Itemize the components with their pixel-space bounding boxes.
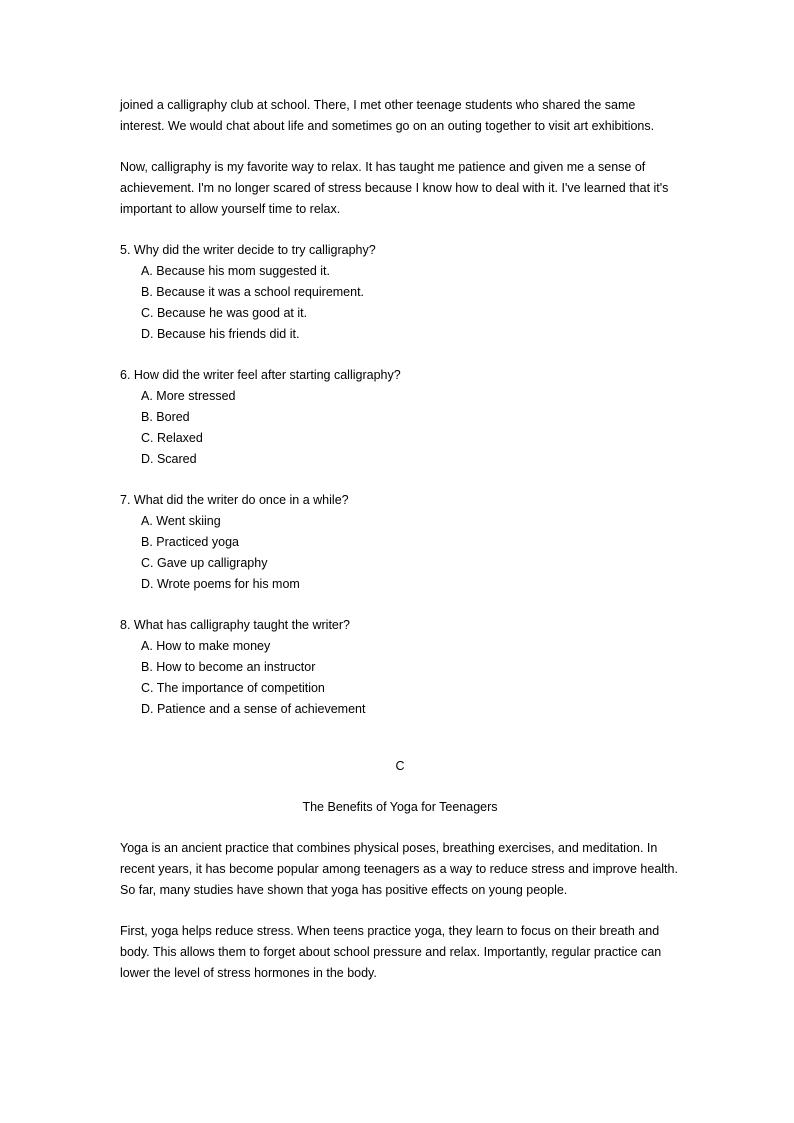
question-stem: 6. How did the writer feel after starting calligraphy? bbox=[120, 368, 401, 382]
question-stem: 7. What did the writer do once in a while? bbox=[120, 493, 349, 507]
section-letter: C bbox=[395, 759, 405, 773]
document-page bbox=[120, 95, 680, 1004]
question-stem: 8. What has calligraphy taught the writer? bbox=[120, 618, 350, 632]
section-paragraph-2: First, yoga helps reduce stress. When teens practice yoga, they learn to focus on their breath and body. This allows them to forget about school pressure and relax. Importantly, regular practice can lower the level of stress hormones in the body. bbox=[120, 924, 662, 980]
option-a: A. Went skiing bbox=[141, 514, 221, 528]
option-a: A. How to make money bbox=[141, 639, 271, 653]
option-d: D. Wrote poems for his mom bbox=[141, 577, 300, 591]
option-b: B. Practiced yoga bbox=[141, 535, 239, 549]
question-stem: 5. Why did the writer decide to try calligraphy? bbox=[120, 243, 376, 257]
option-a: A. Because his mom suggested it. bbox=[141, 264, 330, 278]
question-8 bbox=[120, 615, 680, 720]
option-d: D. Scared bbox=[141, 452, 197, 466]
option-d: D. Patience and a sense of achievement bbox=[141, 702, 366, 716]
section-title: The Benefits of Yoga for Teenagers bbox=[302, 800, 498, 814]
option-c: C. The importance of competition bbox=[141, 681, 325, 695]
option-b: B. Because it was a school requirement. bbox=[141, 285, 365, 299]
question-5 bbox=[120, 240, 680, 345]
option-c: C. Because he was good at it. bbox=[141, 306, 308, 320]
question-6 bbox=[120, 365, 680, 470]
question-7 bbox=[120, 490, 680, 595]
intro-paragraph-1: joined a calligraphy club at school. There, I met other teenage students who shared the same interest. We would chat about life and sometimes go on an outing together to visit art exhibitions. bbox=[120, 98, 655, 133]
option-b: B. How to become an instructor bbox=[141, 660, 316, 674]
option-c: C. Gave up calligraphy bbox=[141, 556, 268, 570]
option-b: B. Bored bbox=[141, 410, 190, 424]
intro-paragraph-2: Now, calligraphy is my favorite way to relax. It has taught me patience and given me a sense of achievement. I'm no longer scared of stress because I know how to deal with it. I've learned that it's important to allow yourself time to relax. bbox=[120, 160, 669, 216]
option-a: A. More stressed bbox=[141, 389, 236, 403]
option-c: C. Relaxed bbox=[141, 431, 203, 445]
option-d: D. Because his friends did it. bbox=[141, 327, 300, 341]
section-paragraph-1: Yoga is an ancient practice that combines physical poses, breathing exercises, and meditation. In recent years, it has become popular among teenagers as a way to reduce stress and improve health. So far, many studies have shown that yoga has positive effects on young people. bbox=[120, 841, 678, 897]
